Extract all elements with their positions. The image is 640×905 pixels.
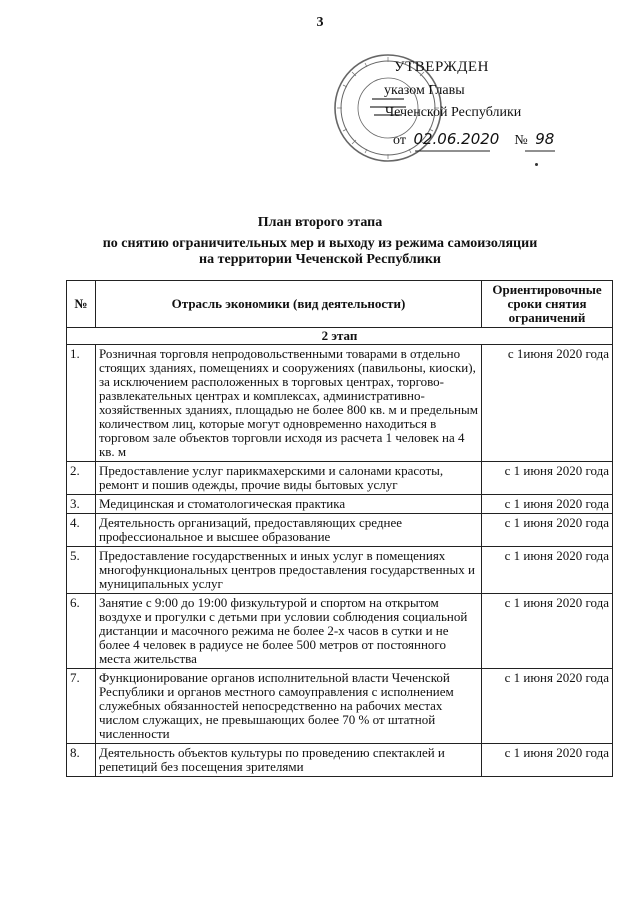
scan-speck: [535, 163, 538, 166]
header-number: №: [67, 281, 96, 328]
row-deadline: с 1 июня 2020 года: [482, 744, 613, 777]
table-row: [67, 669, 613, 744]
header-activity: Отрасль экономики (вид деятельности): [95, 281, 481, 328]
approval-decree-line: указом Главы: [384, 83, 465, 98]
table-header-row: [67, 281, 613, 328]
page-number: 3: [316, 15, 324, 30]
table-row: [67, 514, 613, 547]
table-row: [67, 547, 613, 594]
date-underline: [415, 148, 555, 154]
row-number: 2.: [67, 462, 96, 495]
row-activity: Медицинская и стоматологическая практика: [95, 495, 481, 514]
row-number: 1.: [67, 345, 96, 462]
table-row: [67, 495, 613, 514]
row-activity: Функционирование органов исполнительной власти Чеченской Республики и органов местного самоуправления с исполнением служебных обязанностей непосредственно на рабочих местах числом служащих, не превышающих более 70 % от штатной численности: [95, 669, 481, 744]
row-deadline: с 1 июня 2020 года: [482, 462, 613, 495]
row-deadline: с 1 июня 2020 года: [482, 594, 613, 669]
row-activity: Занятие с 9:00 до 19:00 физкультурой и спортом на открытом воздухе и прогулки с детьми при условии соблюдения социальной дистанции и масочного режима не более 2-х часов в сутки и не более 4 человек в радиусе не более 500 метров от постоянного места жительства: [95, 594, 481, 669]
date-prefix: от: [393, 133, 406, 148]
row-activity: Розничная торговля непродовольственными товарами в отдельно стоящих зданиях, помещениях и сооружениях (павильоны, киоски), за исключением расположенных в торговых центрах, торгово-развлекательных центрах и комплексах, административно-хозяйственных зданиях, площадью не более 800 кв. м и предельным количеством лиц, которые могут одновременно находиться в торговом зале объектов торговли исходя из расчета 1 человек на 4 кв. м: [95, 345, 481, 462]
stage-row: [67, 328, 613, 345]
approval-republic-line: Чеченской Республики: [385, 105, 522, 120]
number-prefix: №: [514, 133, 528, 148]
row-number: 5.: [67, 547, 96, 594]
row-number: 3.: [67, 495, 96, 514]
table-row: [67, 594, 613, 669]
decree-date: 02.06.2020: [413, 130, 500, 148]
row-number: 4.: [67, 514, 96, 547]
table-row: [67, 744, 613, 777]
row-deadline: с 1июня 2020 года: [482, 345, 613, 462]
row-deadline: с 1 июня 2020 года: [482, 495, 613, 514]
table-row: [67, 345, 613, 462]
document-subtitle-territory: на территории Чеченской Республики: [199, 252, 441, 267]
document-subtitle: по снятию ограничительных мер и выходу из режима самоизоляции: [102, 236, 538, 251]
row-activity: Деятельность объектов культуры по проведению спектаклей и репетиций без посещения зрителями: [95, 744, 481, 777]
row-deadline: с 1 июня 2020 года: [482, 547, 613, 594]
row-number: 8.: [67, 744, 96, 777]
header-deadline: Ориентировочные сроки снятия ограничений: [482, 281, 613, 328]
row-deadline: с 1 июня 2020 года: [482, 669, 613, 744]
row-number: 7.: [67, 669, 96, 744]
row-number: 6.: [67, 594, 96, 669]
approval-heading: УТВЕРЖДЕН: [394, 59, 489, 75]
document-title: План второго этапа: [257, 215, 383, 230]
decree-number: 98: [535, 130, 555, 148]
row-deadline: с 1 июня 2020 года: [482, 514, 613, 547]
row-activity: Деятельность организаций, предоставляющих среднее профессиональное и высшее образование: [95, 514, 481, 547]
row-activity: Предоставление услуг парикмахерскими и салонами красоты, ремонт и пошив одежды, прочие виды бытовых услуг: [95, 462, 481, 495]
restrictions-plan-table: [66, 280, 613, 777]
table-row: [67, 462, 613, 495]
row-activity: Предоставление государственных и иных услуг в помещениях многофункциональных центров предоставления государственных и муниципальных услуг: [95, 547, 481, 594]
stage-label: 2 этап: [67, 328, 613, 345]
